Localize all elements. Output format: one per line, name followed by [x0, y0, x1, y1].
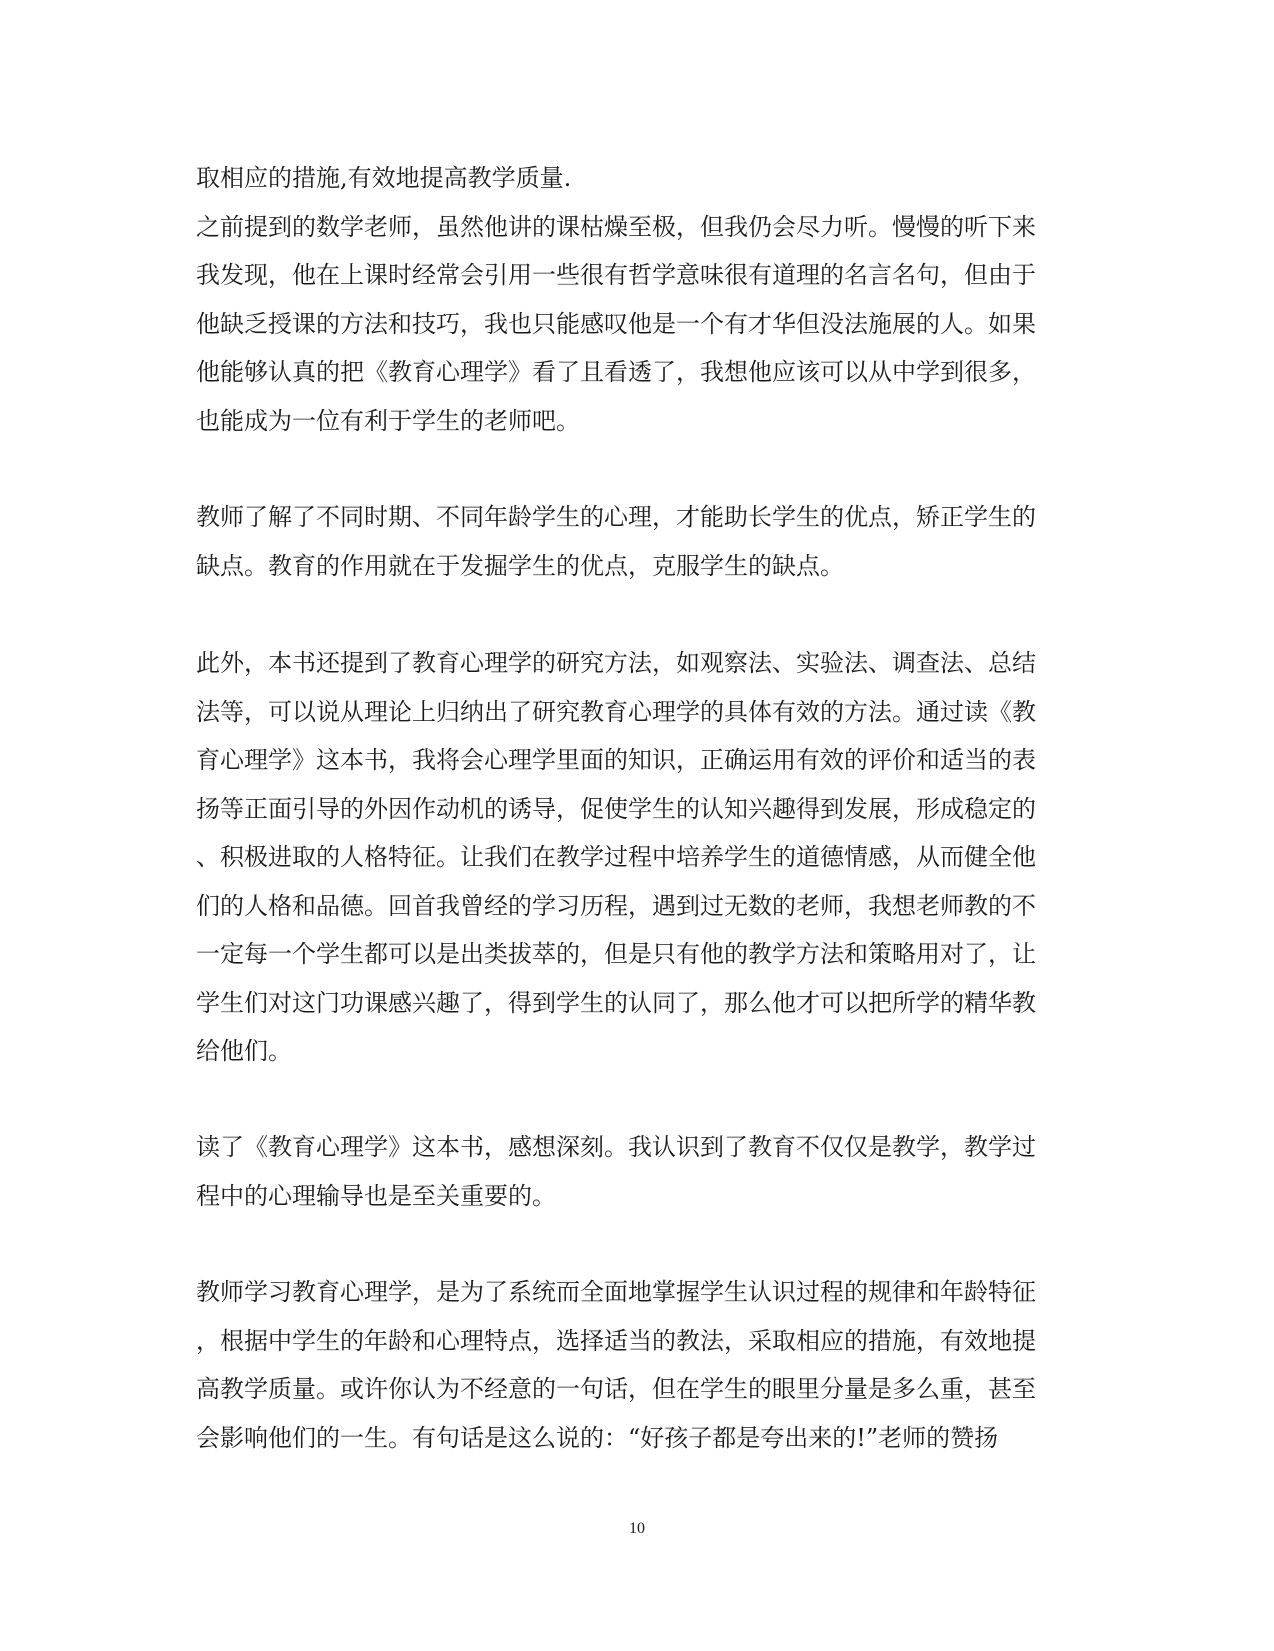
- text-line: 之前提到的数学老师，虽然他讲的课枯燥至极，但我仍会尽力听。慢慢的听下来: [196, 212, 1036, 241]
- text-line: 育心理学》这本书，我将会心理学里面的知识，正确运用有效的评价和适当的表: [196, 746, 1036, 774]
- text-line: 教师了解了不同时期、不同年龄学生的心理，才能助长学生的优点，矫正学生的: [196, 503, 1036, 531]
- text-line: 高教学质量。或许你认为不经意的一句话，但在学生的眼里分量是多么重，甚至: [196, 1375, 1036, 1403]
- text-line: 学生们对这门功课感兴趣了，得到学生的认同了，那么他才可以把所学的精华教: [196, 988, 1036, 1017]
- text-line: 法等，可以说从理论上归纳出了研究教育心理学的具体有效的方法。通过读《教: [196, 697, 1036, 726]
- text-line: 们的人格和品德。回首我曾经的学习历程，遇到过无数的老师，我想老师教的不: [196, 891, 1036, 920]
- text-line: 缺点。教育的作用就在于发掘学生的优点，克服学生的缺点。: [196, 551, 844, 580]
- page-number: 10: [629, 1520, 645, 1537]
- paragraph-5: [196, 1268, 1076, 1462]
- text-line: 也能成为一位有利于学生的老师吧。: [196, 406, 580, 435]
- paragraph-3: [196, 639, 1076, 1076]
- paragraph-1: [196, 154, 1076, 445]
- text-line: 取相应的措施,有效地提高教学质量.: [196, 164, 572, 192]
- text-line: 他能够认真的把《教育心理学》看了且看透了，我想他应该可以从中学到很多，: [196, 358, 1036, 386]
- text-line: 我发现，他在上课时经常会引用一些很有哲学意味很有道理的名言名句，但由于: [196, 261, 1036, 289]
- text-line: 教师学习教育心理学，是为了系统而全面地掌握学生认识过程的规律和年龄特征: [196, 1278, 1036, 1306]
- text-line: 此外，本书还提到了教育心理学的研究方法，如观察法、实验法、调查法、总结: [196, 649, 1036, 677]
- text-line: 会影响他们的一生。有句话是这么说的：“好孩子都是夸出来的!”老师的赞扬: [196, 1423, 999, 1452]
- text-line: 程中的心理输导也是至关重要的。: [196, 1181, 556, 1210]
- text-line: 、积极进取的人格特征。让我们在教学过程中培养学生的道德情感，从而健全他: [196, 843, 1036, 871]
- text-line: 给他们。: [196, 1037, 292, 1065]
- text-line: 读了《教育心理学》这本书，感想深刻。我认识到了教育不仅仅是教学，教学过: [196, 1133, 1036, 1161]
- text-line: ，根据中学生的年龄和心理特点，选择适当的教法，采取相应的措施，有效地提: [196, 1326, 1036, 1355]
- paragraph-2: [196, 493, 1076, 590]
- text-line: 一定每一个学生都可以是出类拔萃的，但是只有他的教学方法和策略用对了，让: [196, 940, 1036, 968]
- paragraph-4: [196, 1123, 1076, 1220]
- text-line: 他缺乏授课的方法和技巧，我也只能感叹他是一个有才华但没法施展的人。如果: [196, 309, 1036, 338]
- text-line: 扬等正面引导的外因作动机的诱导，促使学生的认知兴趣得到发展，形成稳定的: [196, 794, 1036, 823]
